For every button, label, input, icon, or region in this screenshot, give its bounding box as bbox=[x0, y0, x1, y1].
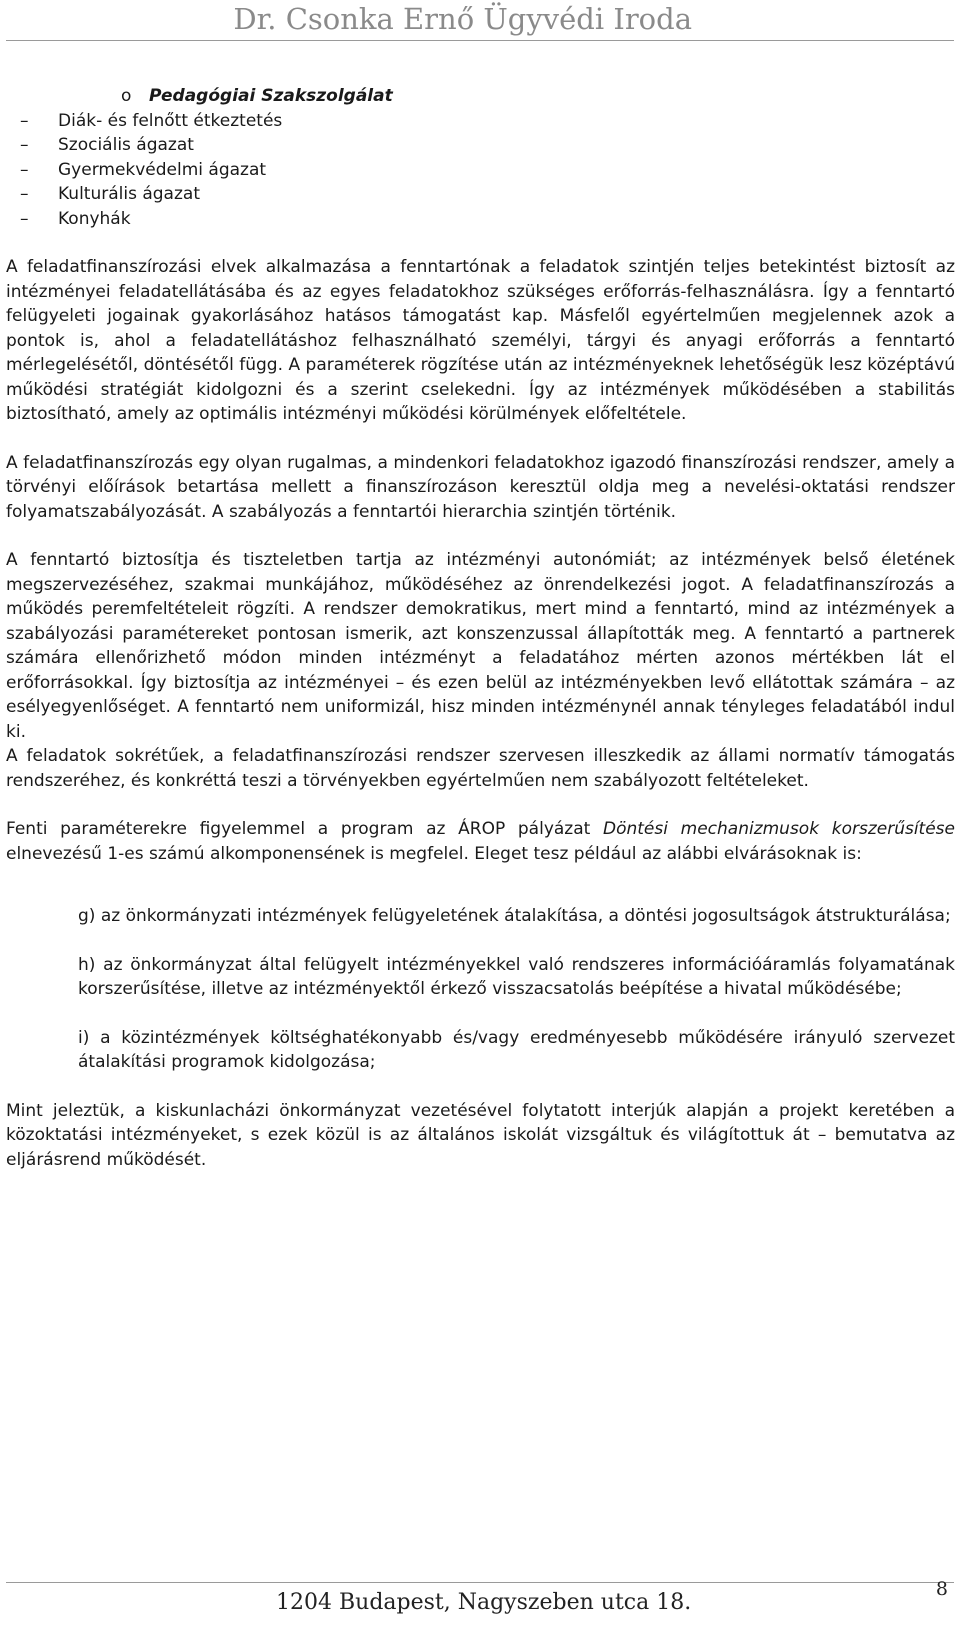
paragraph-3: A fenntartó biztosítja és tiszteletben tartja az intézményi autonómiát; az intézmények belső életének megszervezéséhez, szakmai munkájához, működéséhez az önrendelkezési jogot. A feladatfinanszírozás a működés peremfeltételeit rögzíti. A rendszer demokratikus, mert mind a fenntartó, mind az intézmények a szabályozási paramétereket pontosan ismerik, azt konszenzussal állapították meg. A fenntartó a partnerek számára ellenőrizhető módon minden intézményt a feladatához mérten azonos mértékben lát el erőforrásokkal. Így biztosítja az intézményei – és ezen belül az intézményekben levő ellátottak számára – az esélyegyenlőséget. A fenntartó nem uniformizál, hisz minden intézménynél annak tényleges feladatából indul ki. bbox=[6, 550, 955, 742]
bullet-marker: o bbox=[121, 86, 132, 106]
paragraph-2: A feladatfinanszírozás egy olyan rugalmas, a mindenkori feladatokhoz igazodó finanszírozási rendszer, amely a törvényi előírások betartása mellett a finanszírozáson keresztül oldja meg a nevelési-oktatási rendszer folyamatszabályozását. A szabályozás a fenntartói hierarchia szintjén történik. bbox=[6, 452, 955, 522]
item-h: h) az önkormányzat által felügyelt intézményekkel való rendszeres információáramlás folyamatának korszerűsítése, illetve az intézményektől érkező visszacsatolás beépítése a hivatal működésébe; bbox=[78, 954, 955, 999]
paragraph-1: A feladatfinanszírozási elvek alkalmazása a fenntartónak a feladatok szintjén teljes betekintést biztosít az intézményei feladatellátásába és az egyes feladatokhoz szükséges erőforrás-felhasználásra. Így a fenntartó felügyeleti jogainak gyakorlásához hatásos támogatást kap. Másfelől egyértelműen megjelennek azok a pontok is, ahol a feladatellátáshoz felhasználható személyi, tárgyi és anyagi erőforrás a fenntartó mérlegelésétől, döntésétől függ. A paraméterek rögzítése után az intézményeknek lehetőségük lesz középtávú működési stratégiát kidolgozni és a szerint cselekedni. Így az intézmények működésében a stabilitás biztosítható, amely az optimális intézményi működési körülmények előfeltétele. bbox=[6, 257, 955, 424]
sub-bullet-text: Pedagógiai Szakszolgálat bbox=[149, 86, 393, 106]
list-item bbox=[6, 109, 955, 134]
dash-marker: – bbox=[20, 135, 29, 155]
list-item-text: Gyermekvédelmi ágazat bbox=[58, 159, 267, 180]
paragraph-5-start: Fenti paraméterekre figyelemmel a program az ÁROP pályázat bbox=[6, 819, 603, 839]
list-item bbox=[6, 158, 955, 183]
list-item bbox=[6, 207, 955, 232]
footer-address: 1204 Budapest, Nagyszeben utca 18. bbox=[276, 1590, 692, 1615]
dash-list bbox=[6, 109, 955, 232]
list-item bbox=[6, 133, 955, 158]
paragraph-5-emphasis: Döntési mechanizmusok korszerűsítése bbox=[602, 819, 955, 839]
paragraph-5-end: elnevezésű 1-es számú alkomponensének is megfelel. Eleget tesz például az alábbi elvárásoknak is: bbox=[6, 843, 862, 864]
dash-marker: – bbox=[20, 110, 29, 131]
dash-marker: – bbox=[20, 184, 29, 204]
paragraph-4: A feladatok sokrétűek, a feladatfinanszírozási rendszer szervesen illeszkedik az állami normatív támogatás rendszeréhez, és konkréttá teszi a törvényekben egyértelműen nem szabályozott feltételeket. bbox=[6, 746, 955, 791]
page-number: 8 bbox=[935, 1578, 948, 1600]
item-i: i) a közintézmények költséghatékonyabb és/vagy eredményesebb működésére irányuló szervezet átalakítási programok kidolgozása; bbox=[78, 1027, 955, 1072]
footer-divider bbox=[6, 1582, 954, 1583]
paragraph-5 bbox=[6, 817, 955, 866]
item-g: g) az önkormányzati intézmények felügyeletének átalakítása, a döntési jogosultságok átstrukturálása; bbox=[78, 906, 951, 926]
document-body bbox=[6, 84, 955, 1172]
dash-marker: – bbox=[20, 208, 29, 229]
dash-marker: – bbox=[20, 159, 29, 180]
list-item-text: Konyhák bbox=[58, 208, 131, 229]
header-divider bbox=[6, 40, 954, 41]
list-item-text: Kulturális ágazat bbox=[58, 184, 200, 204]
list-item-text: Szociális ágazat bbox=[58, 135, 194, 155]
list-item-text: Diák- és felnőtt étkeztetés bbox=[58, 110, 283, 131]
sub-bullet-item bbox=[121, 84, 955, 109]
list-item bbox=[6, 182, 955, 207]
header-title: Dr. Csonka Ernő Ügyvédi Iroda bbox=[233, 2, 692, 36]
paragraph-6: Mint jeleztük, a kiskunlacházi önkormányzat vezetésével folytatott interjúk alapján a projekt keretében a közoktatási intézményeket, s ezek közül is az általános iskolát vizsgáltuk és világítottuk át – bemutatva az eljárásrend működését. bbox=[6, 1100, 955, 1170]
page-header bbox=[0, 0, 960, 44]
